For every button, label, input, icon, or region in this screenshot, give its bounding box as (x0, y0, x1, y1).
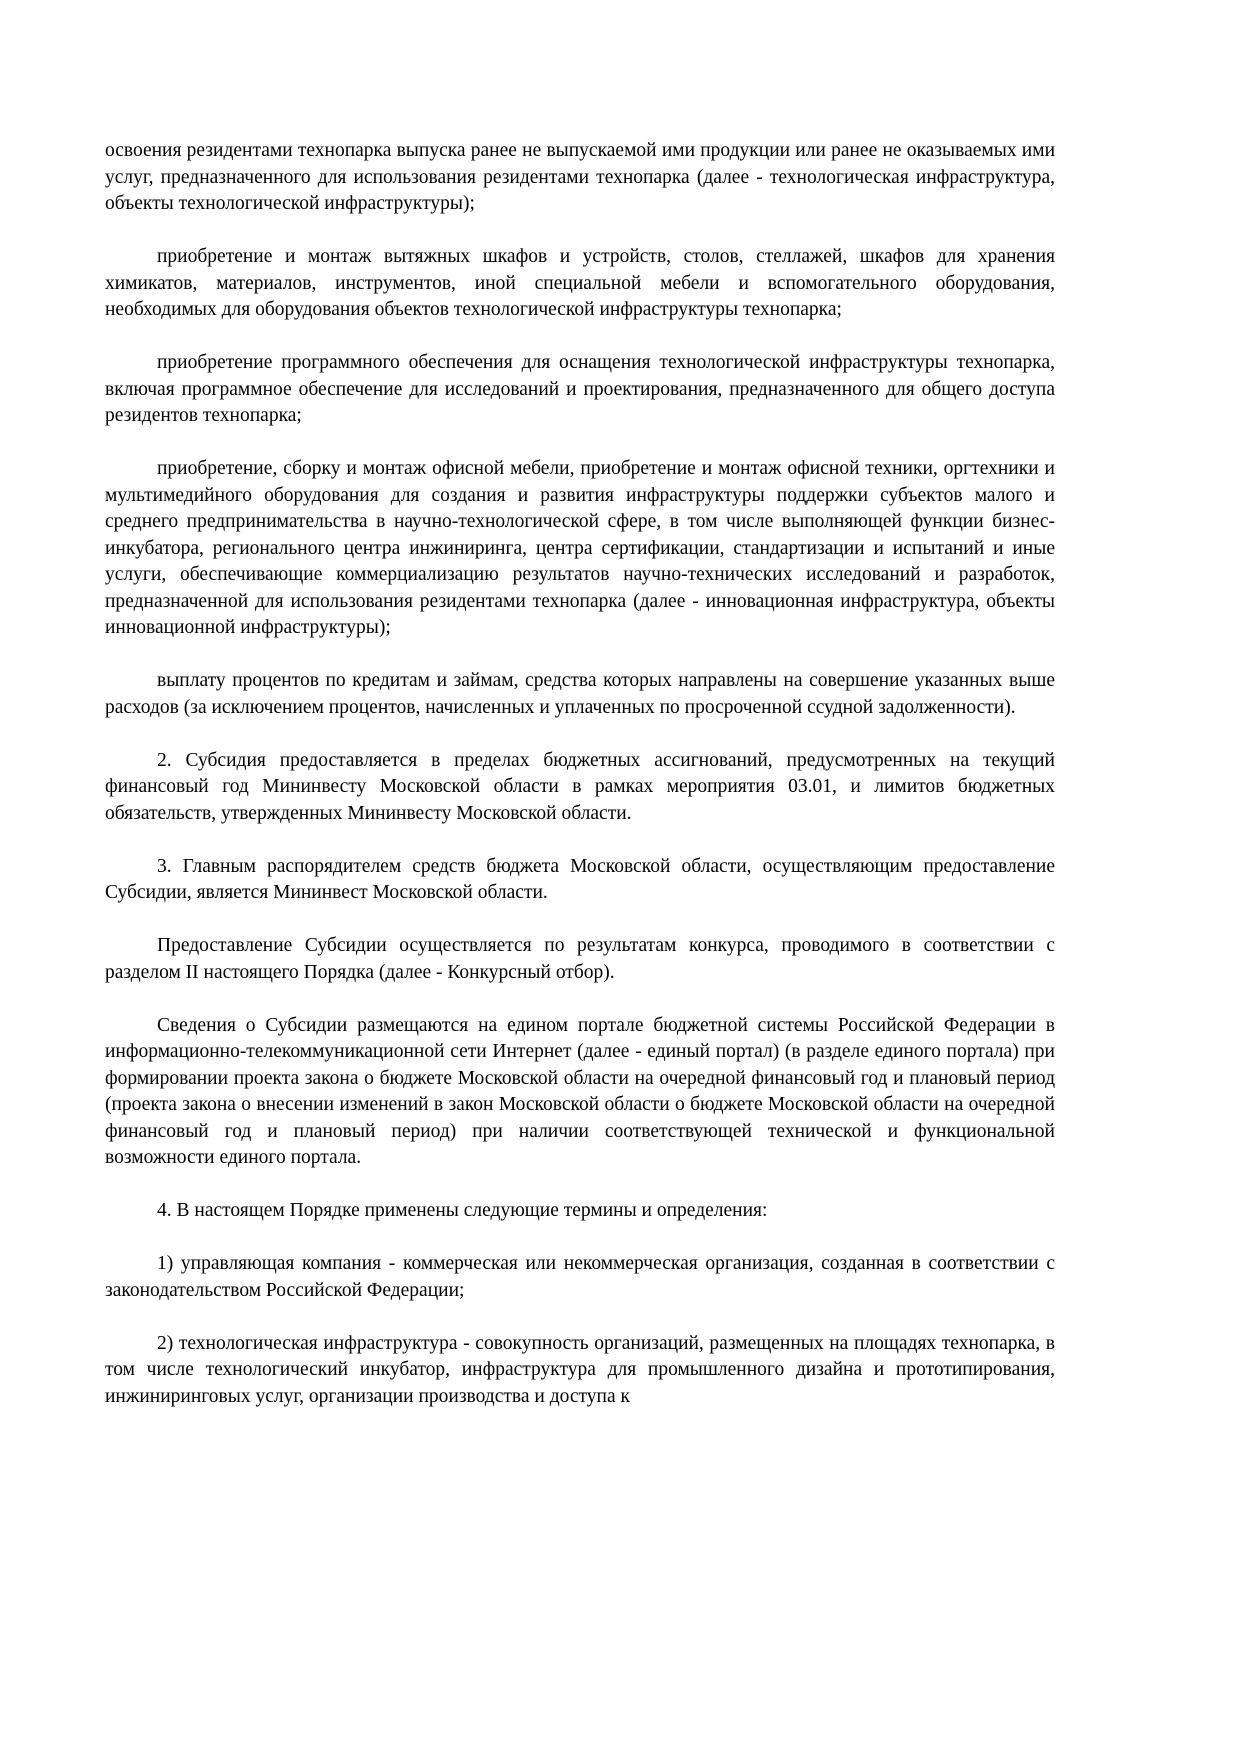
paragraph-7: 3. Главным распорядителем средств бюджета Московской области, осуществляющим предоставление Субсидии, является Мининвест Московской области. (105, 855, 1055, 903)
paragraph-2: приобретение и монтаж вытяжных шкафов и устройств, столов, стеллажей, шкафов для хранения химикатов, материалов, инструментов, иной специальной мебели и вспомогательного оборудования, необходимых для оборудования объектов технологической инфраструктуры технопарка; (105, 246, 1055, 320)
paragraph-3: приобретение программного обеспечения для оснащения технологической инфраструктуры технопарка, включая программное обеспечение для исследований и проектирования, предназначенного для общего доступа резидентов технопарка; (105, 352, 1055, 426)
paragraph-12: 2) технологическая инфраструктура - совокупность организаций, размещенных на площадях технопарка, в том числе технологический инкубатор, инфраструктура для промышленного дизайна и прототипирования, инжиниринговых услуг, организации производства и доступа к (105, 1332, 1055, 1407)
paragraph-8: Предоставление Субсидии осуществляется по результатам конкурса, проводимого в соответствии с разделом II настоящего Порядка (далее - Конкурсный отбор). (105, 935, 1055, 983)
paragraph-5: выплату процентов по кредитам и займам, средства которых направлены на совершение указанных выше расходов (за исключением процентов, начисленных и уплаченных по просроченной ссудной задолженности). (105, 670, 1055, 718)
paragraph-11: 1) управляющая компания - коммерческая или некоммерческая организация, созданная в соответствии с законодательством Российской Федерации; (105, 1253, 1055, 1301)
paragraph-1: освоения резидентами технопарка выпуска ранее не выпускаемой ими продукции или ранее не оказываемых ими услуг, предназначенного для использования резидентами технопарка (далее - технологическая инфраструктура, объекты технологической инфраструктуры); (105, 140, 1055, 214)
paragraph-6: 2. Субсидия предоставляется в пределах бюджетных ассигнований, предусмотренных на текущий финансовый год Мининвесту Московской области в рамках мероприятия 03.01, и лимитов бюджетных обязательств, утвержденных Мининвесту Московской области. (105, 749, 1055, 824)
paragraph-4: приобретение, сборку и монтаж офисной мебели, приобретение и монтаж офисной техники, оргтехники и мультимедийного оборудования для создания и развития инфраструктуры поддержки субъектов малого и среднего предпринимательства в научно-технологической сфере, в том числе выполняющей функции бизнес-инкубатора, регионального центра инжиниринга, центра сертификации, стандартизации и испытаний и иные услуги, обеспечивающие коммерциализацию результатов научно-технических исследований и разработок, предназначенной для использования резидентами технопарка (далее - инновационная инфраструктура, объекты инновационной инфраструктуры); (105, 458, 1055, 638)
paragraph-10: 4. В настоящем Порядке применены следующие термины и определения: (157, 1200, 768, 1221)
paragraph-9: Сведения о Субсидии размещаются на едином портале бюджетной системы Российской Федерации в информационно-телекоммуникационной сети Интернет (далее - единый портал) (в разделе единого портала) при формировании проекта закона о бюджете Московской области на очередной финансовый год и плановый период (проекта закона о внесении изменений в закон Московской области о бюджете Московской области на очередной финансовый год и плановый период) при наличии соответствующей технической и функциональной возможности единого портала. (105, 1014, 1055, 1168)
